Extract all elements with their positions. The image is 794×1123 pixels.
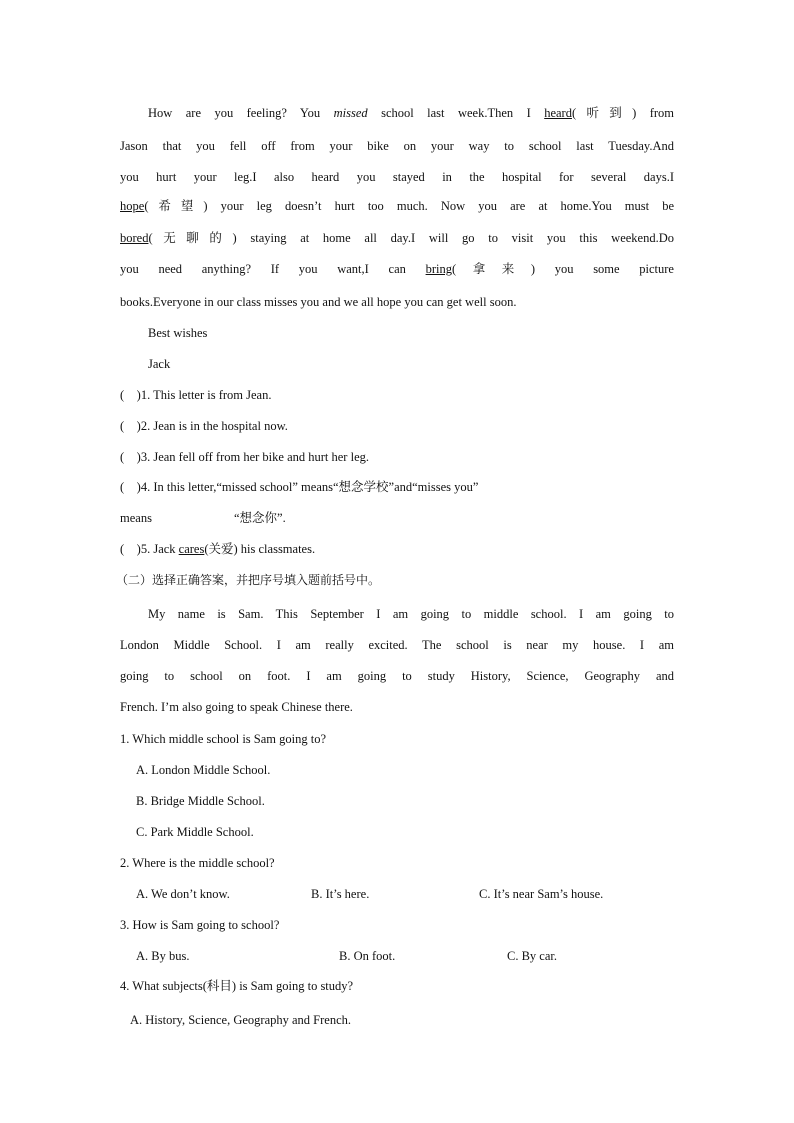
letter-line xyxy=(148,104,674,122)
text: (无聊的) staying at home all day.I will go to visit you this weekend.Do xyxy=(148,231,674,245)
question: 2. Where is the middle school? xyxy=(120,856,275,870)
passage-line: French. I’m also going to speak Chinese there. xyxy=(120,700,353,714)
letter-closing: Best wishes xyxy=(148,326,208,340)
underlined-word: bored xyxy=(120,231,149,245)
text: (关爱) his classmates. xyxy=(204,542,316,556)
letter-line xyxy=(120,260,674,278)
question: 3. How is Sam going to school? xyxy=(120,918,280,932)
italic-word: missed xyxy=(333,106,368,120)
text: (听到) from xyxy=(571,106,674,120)
option: B. Bridge Middle School. xyxy=(136,794,265,808)
option: A. History, Science, Geography and French. xyxy=(130,1013,352,1027)
passage-line: going to school on foot. I am going to study History, Science, Geography and xyxy=(120,669,674,683)
tf-question: ( )2. Jean is in the hospital now. xyxy=(120,419,288,433)
letter-line: Jason that you fell off from your bike on your way to school last Tuesday.And xyxy=(120,139,674,153)
text: “想念你”. xyxy=(234,511,286,525)
option: C. Park Middle School. xyxy=(136,825,254,839)
tf-question-cont xyxy=(120,509,674,527)
tf-question: ( )3. Jean fell off from her bike and hurt her leg. xyxy=(120,450,369,464)
question: 4. What subjects(科目) is Sam going to study? xyxy=(120,979,354,993)
option: A. By bus. xyxy=(136,949,190,963)
option: B. It’s here. xyxy=(311,887,370,901)
letter-line: books.Everyone in our class misses you and we all hope you can get well soon. xyxy=(120,295,517,309)
text: school last week.Then I xyxy=(367,106,545,120)
options-row xyxy=(120,885,674,903)
options-row xyxy=(120,947,674,965)
option: C. It’s near Sam’s house. xyxy=(479,887,604,901)
text: you need anything? If you want,I can xyxy=(120,262,426,276)
letter-signature: Jack xyxy=(148,357,171,371)
question: 1. Which middle school is Sam going to? xyxy=(120,732,326,746)
text: (希望) your leg doesn’t hurt too much. Now you are at home.You must be xyxy=(144,199,674,213)
text: How are you feeling? You xyxy=(148,106,334,120)
text: (拿来) you some picture xyxy=(451,262,674,276)
underlined-word: heard xyxy=(544,106,572,120)
tf-question xyxy=(120,540,674,558)
option: A. We don’t know. xyxy=(136,887,230,901)
option: A. London Middle School. xyxy=(136,763,271,777)
section-heading: （二）选择正确答案，并把序号填入题前括号中。 xyxy=(116,573,381,587)
tf-question: ( )4. In this letter,“missed school” means“想念学校”and“misses you” xyxy=(120,480,479,494)
letter-line xyxy=(120,197,674,215)
underlined-word: bring xyxy=(425,262,452,276)
underlined-word: hope xyxy=(120,199,145,213)
passage-line: My name is Sam. This September I am going to middle school. I am going to xyxy=(148,607,674,621)
option: C. By car. xyxy=(507,949,557,963)
letter-line xyxy=(120,229,674,247)
letter-line: you hurt your leg.I also heard you stayed in the hospital for several days.I xyxy=(120,170,674,184)
text: ( )5. Jack xyxy=(120,542,179,556)
underlined-word: cares xyxy=(178,542,205,556)
passage-line: London Middle School. I am really excited. The school is near my house. I am xyxy=(120,638,674,652)
option: B. On foot. xyxy=(339,949,396,963)
text: means xyxy=(120,511,152,525)
tf-question: ( )1. This letter is from Jean. xyxy=(120,388,272,402)
